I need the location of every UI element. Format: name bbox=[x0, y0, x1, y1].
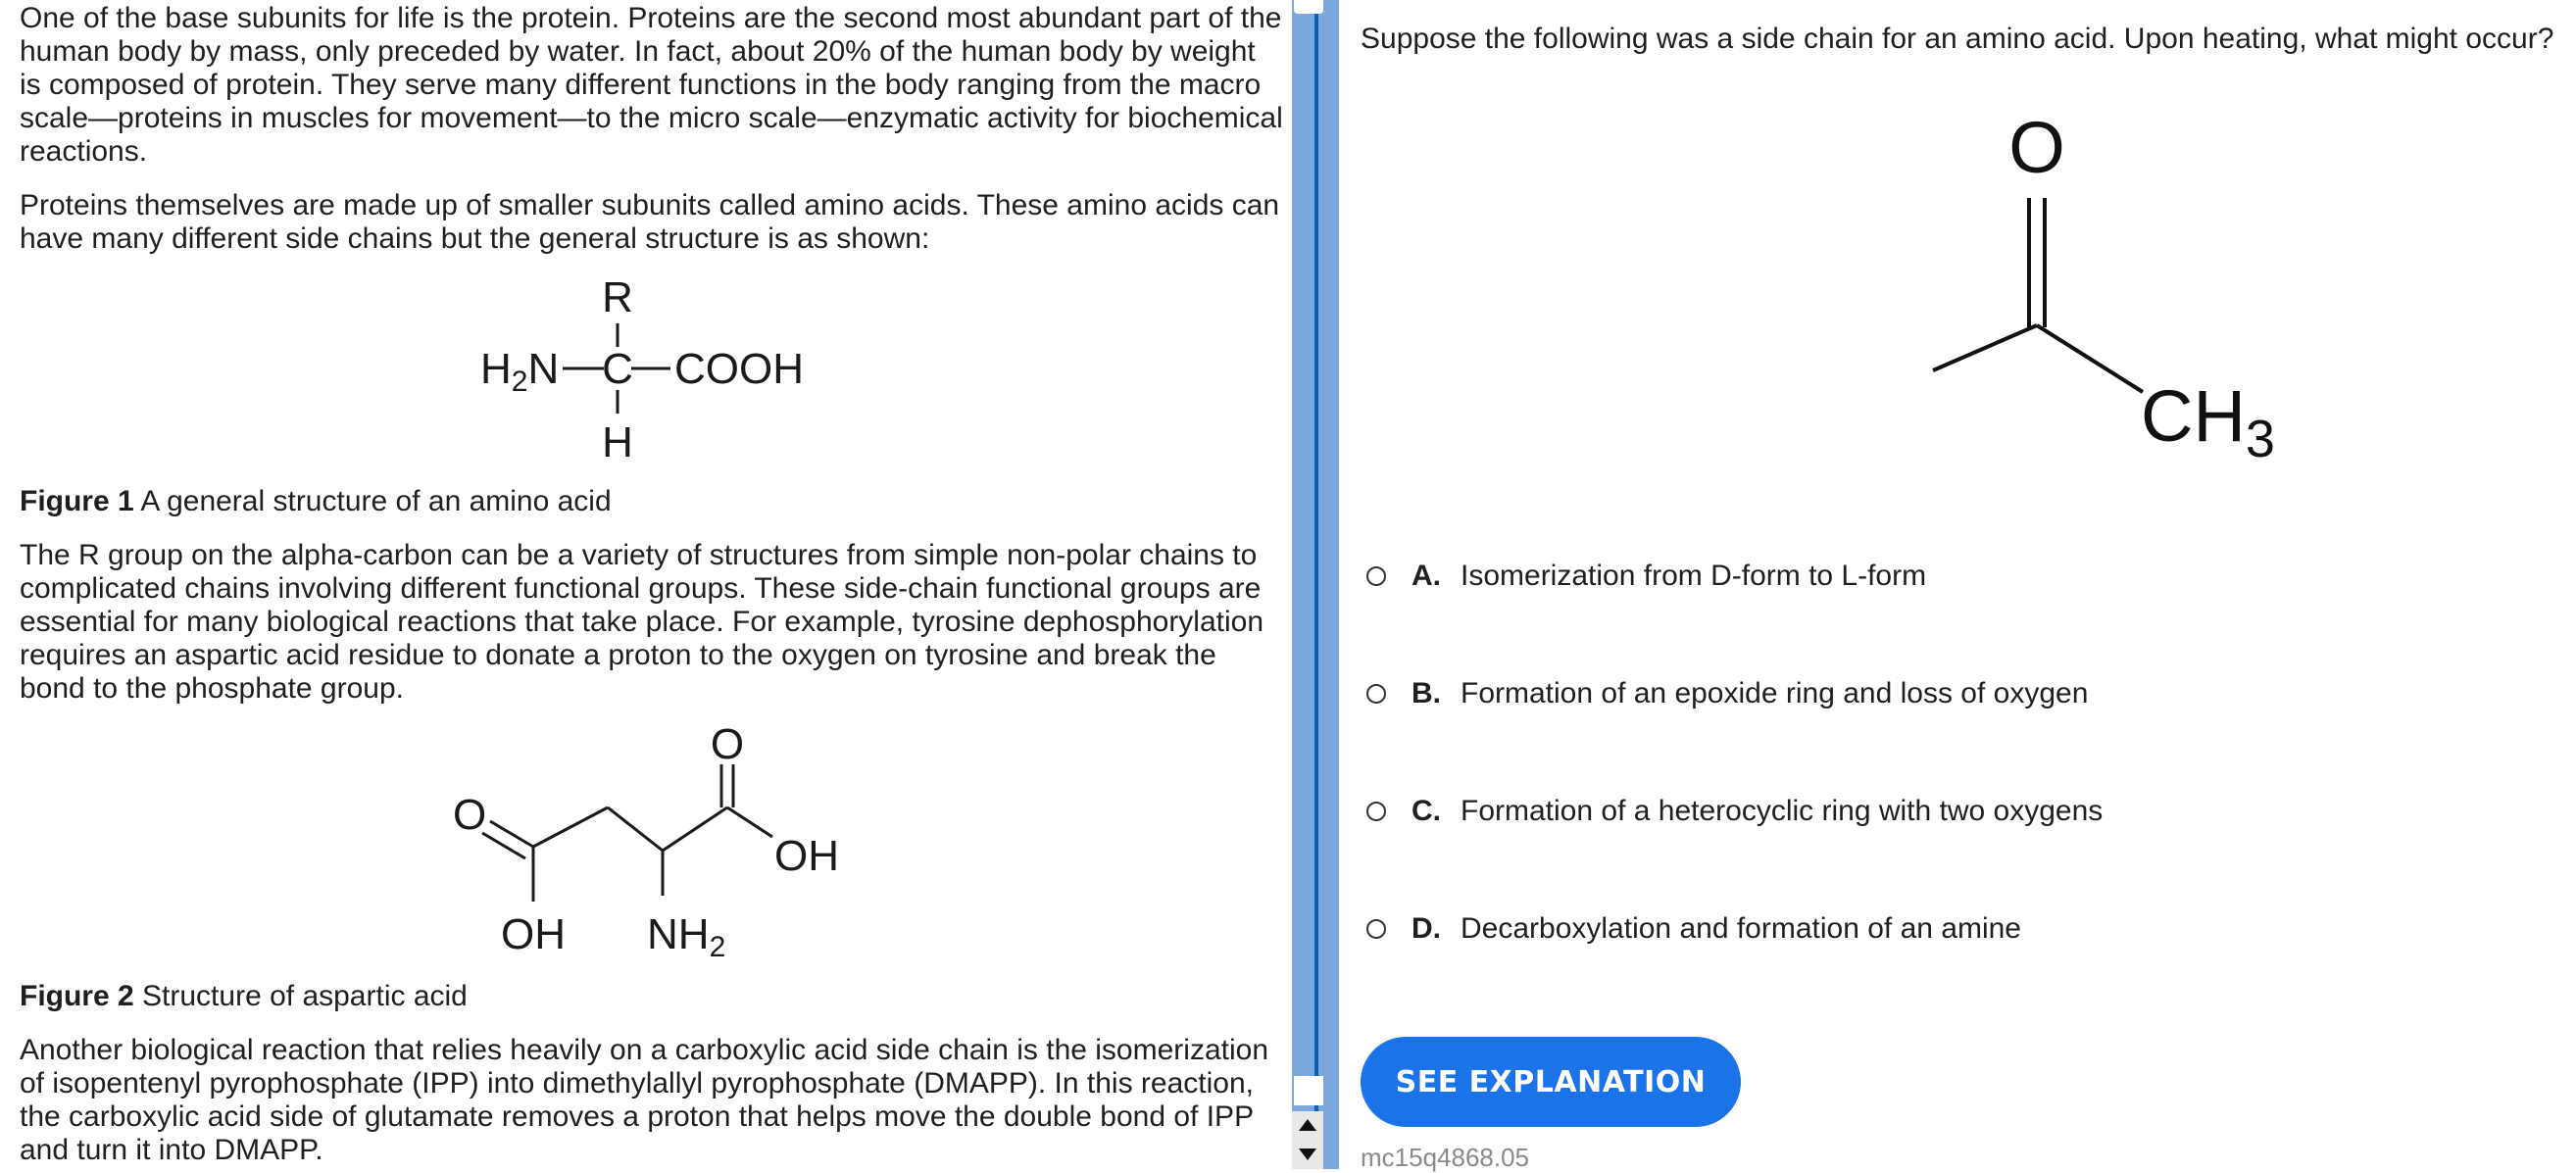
figure-2-caption bbox=[20, 980, 468, 1013]
bond-ch3 bbox=[2037, 325, 2143, 392]
scrollbar-thumb[interactable] bbox=[1294, 1076, 1323, 1105]
atom-oh-bottom: OH bbox=[501, 910, 566, 958]
choice-a-letter: A. bbox=[1412, 560, 1441, 592]
choice-c[interactable] bbox=[1366, 790, 2103, 833]
atom-o-left: O bbox=[453, 791, 487, 839]
atom-h2n: H2N bbox=[480, 345, 560, 398]
splitter-divider-line bbox=[1314, 0, 1318, 1169]
choice-a-text: Isomerization from D-form to L-form bbox=[1461, 560, 1927, 592]
choice-c-letter: C. bbox=[1412, 795, 1441, 827]
choice-d[interactable] bbox=[1366, 907, 2021, 951]
radio-empty-icon[interactable] bbox=[1366, 566, 1386, 586]
choice-a[interactable] bbox=[1366, 555, 1926, 598]
figure-1-caption-text: A general structure of an amino acid bbox=[133, 485, 612, 517]
scroll-down-button[interactable] bbox=[1292, 1139, 1323, 1169]
choice-b-text: Formation of an epoxide ring and loss of oxygen bbox=[1461, 677, 2089, 709]
passage-paragraph-4: Another biological reaction that relies heavily on a carboxylic acid side chain is the isomerization of isopentenyl pyrophosphate (IPP) into dimethylallyl pyrophosphate (DMAPP). In this reaction, the carboxylic acid side of glutamate removes a proton that helps move the double bond of IPP and turn it into DMAPP. bbox=[20, 1034, 1269, 1166]
atom-nh2: NH2 bbox=[647, 910, 726, 963]
question-stem: Suppose the following was a side chain for an amino acid. Upon heating, what might occur? bbox=[1361, 23, 2554, 55]
choice-d-text: Decarboxylation and formation of an amine bbox=[1461, 912, 2021, 945]
see-explanation-button[interactable]: SEE EXPLANATION bbox=[1361, 1037, 1741, 1127]
figure-1-label: Figure 1 bbox=[20, 485, 134, 517]
atom-alpha-c: C bbox=[602, 345, 633, 393]
figure-2-aspartic-acid-structure bbox=[431, 715, 863, 970]
atom-r: R bbox=[602, 273, 633, 321]
atom-o-top: O bbox=[710, 720, 745, 768]
choice-d-letter: D. bbox=[1412, 912, 1441, 945]
figure-1-caption bbox=[20, 485, 612, 518]
question-pane[interactable] bbox=[1339, 0, 2567, 1172]
choice-b[interactable] bbox=[1366, 672, 2088, 715]
radio-empty-icon[interactable] bbox=[1366, 802, 1386, 821]
passage-paragraph-1: One of the base subunits for life is the protein. Proteins are the second most abundant part of the human body by mass, only preceded by water. In fact, about 20% of the human body by weight is composed of protein. They serve many different functions in the body ranging from the macro scale—proteins in muscles for movement—to the micro scale—enzymatic activity for biochemical reactions. bbox=[20, 2, 1283, 168]
radio-empty-icon[interactable] bbox=[1366, 684, 1386, 704]
choice-b-letter: B. bbox=[1412, 677, 1441, 709]
figure-1-amino-acid-structure bbox=[461, 267, 853, 472]
figure-2-label: Figure 2 bbox=[20, 980, 134, 1012]
bond-methyl-left bbox=[1933, 325, 2037, 370]
triangle-up-icon bbox=[1299, 1119, 1316, 1131]
passage-pane[interactable] bbox=[0, 0, 1292, 1169]
triangle-down-icon bbox=[1299, 1149, 1316, 1160]
atom-ch3: $CH_3$ bbox=[2141, 375, 2275, 468]
choice-c-text: Formation of a heterocyclic ring with two oxygens bbox=[1461, 795, 2104, 827]
question-id: mc15q4868.05 bbox=[1361, 1143, 1530, 1172]
atom-cooh: COOH bbox=[674, 345, 804, 393]
question-side-chain-structure bbox=[1751, 107, 2275, 480]
atom-o: O bbox=[2008, 107, 2065, 188]
passage-paragraph-3: The R group on the alpha-carbon can be a variety of structures from simple non-polar chains to complicated chains involving different functional groups. These side-chain functional groups are essential for many biological reactions that take place. For example, tyrosine dephosphorylation requires an aspartic acid residue to donate a proton to the oxygen on tyrosine and break the bond to the phosphate group. bbox=[20, 539, 1264, 705]
radio-empty-icon[interactable] bbox=[1366, 919, 1386, 939]
scrollbar-track-cap bbox=[1294, 0, 1323, 14]
scroll-up-button[interactable] bbox=[1292, 1111, 1323, 1139]
figure-2-caption-text: Structure of aspartic acid bbox=[133, 980, 468, 1012]
passage-paragraph-2: Proteins themselves are made up of smaller subunits called amino acids. These amino acids can have many different side chains but the general structure is as shown: bbox=[20, 189, 1280, 255]
atom-h: H bbox=[602, 418, 633, 466]
atom-oh-right: OH bbox=[774, 832, 839, 880]
